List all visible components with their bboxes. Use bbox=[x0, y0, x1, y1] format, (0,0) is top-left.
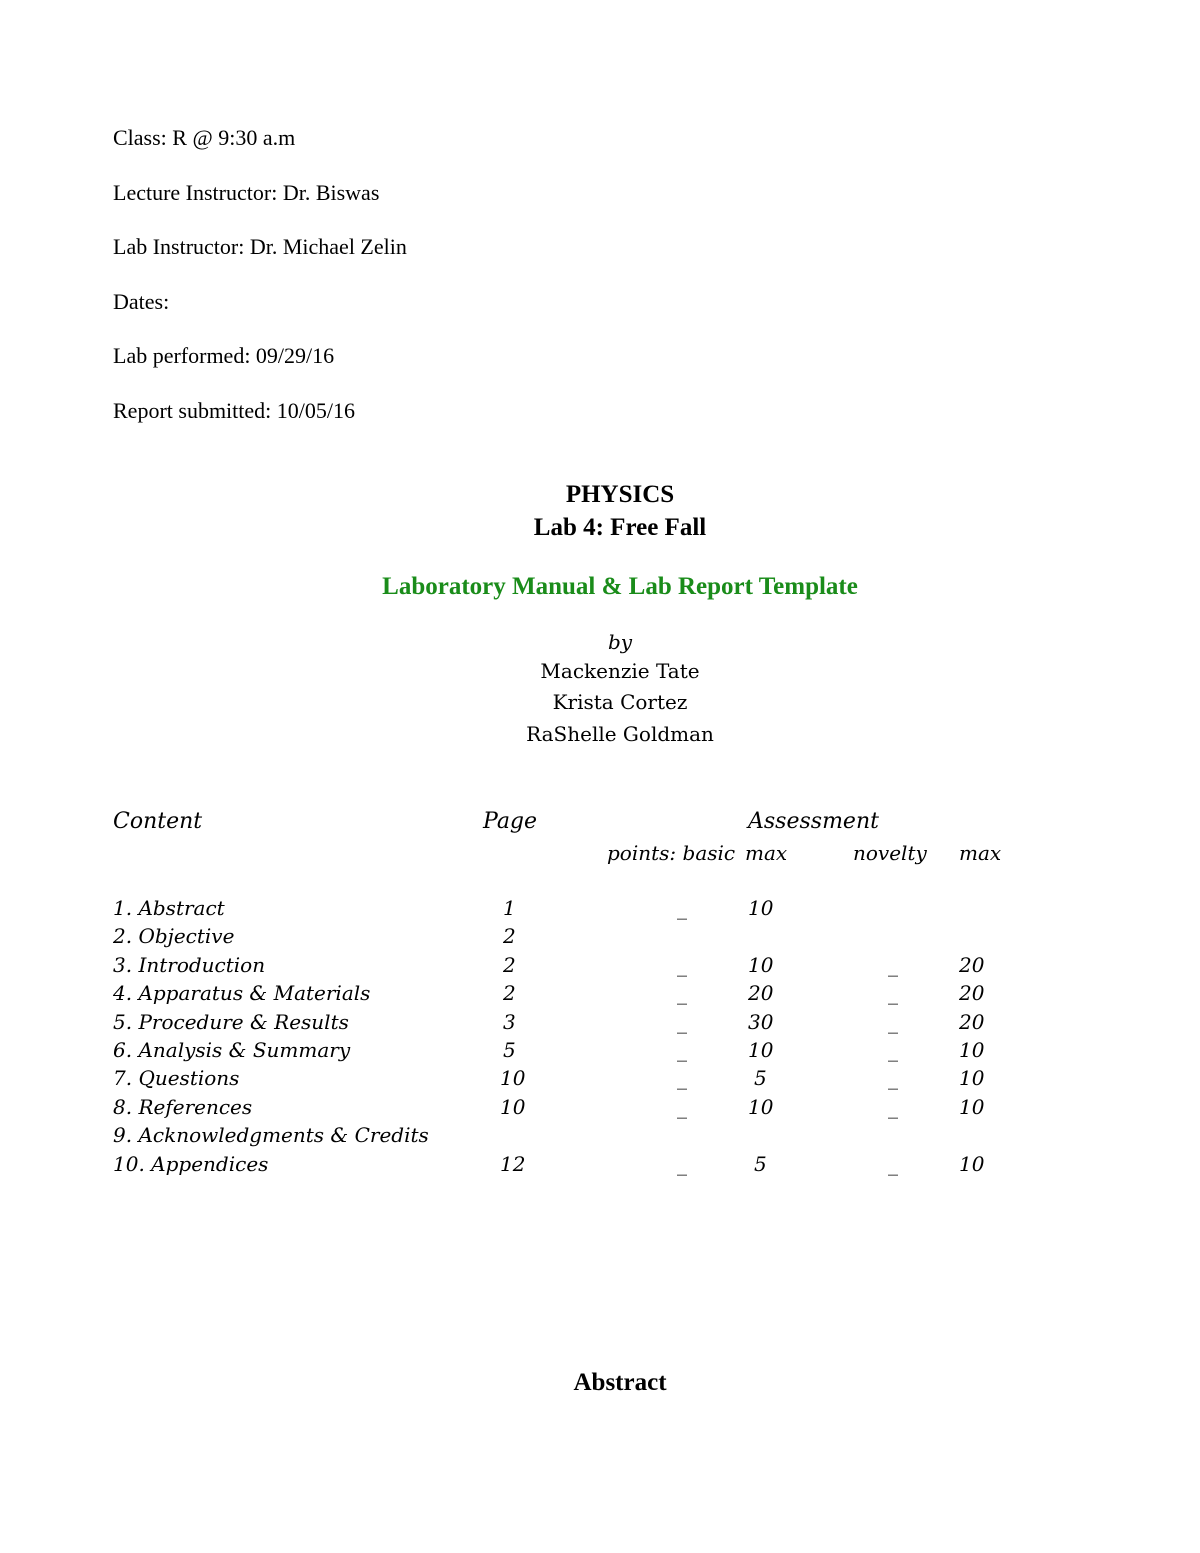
toc-page: 1 bbox=[503, 896, 516, 920]
toc-page: 10 bbox=[500, 1066, 526, 1091]
toc-page: 2 bbox=[503, 981, 516, 1006]
toc-basic-points: _ bbox=[677, 981, 687, 1006]
lecture-instructor-line: Lecture Instructor: Dr. Biswas bbox=[113, 180, 380, 205]
toc-page: 2 bbox=[503, 924, 516, 949]
toc-page: 12 bbox=[500, 1151, 526, 1176]
toc-content: 6. Analysis & Summary bbox=[113, 1038, 351, 1062]
toc-content: 2. Objective bbox=[113, 924, 235, 949]
toc-header-content: Content bbox=[113, 809, 203, 834]
toc-novelty-points: _ bbox=[888, 1038, 898, 1062]
toc-basic-points: _ bbox=[677, 896, 687, 920]
toc-content: 8. References bbox=[113, 1094, 253, 1119]
toc-basic-max: 5 bbox=[754, 1066, 767, 1091]
lab-performed-line: Lab performed: 09/29/16 bbox=[113, 343, 335, 368]
report-submitted-line: Report submitted: 10/05/16 bbox=[113, 398, 355, 423]
toc-basic-points: _ bbox=[677, 1066, 687, 1091]
toc-content: 7. Questions bbox=[113, 1066, 240, 1091]
toc-novelty-points: _ bbox=[888, 1094, 898, 1119]
toc-novelty-points: _ bbox=[888, 1151, 898, 1176]
toc-novelty-max: 20 bbox=[959, 1009, 985, 1034]
toc-novelty-points: _ bbox=[888, 1009, 898, 1034]
document-subtitle: Laboratory Manual & Lab Report Template bbox=[382, 573, 858, 600]
toc-basic-max: 10 bbox=[748, 1038, 774, 1062]
toc-content: 5. Procedure & Results bbox=[113, 1009, 349, 1034]
toc-basic-max: 30 bbox=[748, 1009, 774, 1034]
toc-novelty-points: _ bbox=[888, 1066, 898, 1091]
toc-basic-points: _ bbox=[677, 1009, 687, 1034]
author-3: RaShelle Goldman bbox=[526, 722, 714, 746]
toc-novelty-max: 10 bbox=[959, 1066, 985, 1091]
toc-header-points-basic: points: basic bbox=[607, 841, 736, 865]
toc-page: 5 bbox=[503, 1038, 516, 1062]
toc-basic-max: 10 bbox=[748, 1094, 774, 1119]
toc-basic-points: _ bbox=[677, 1094, 687, 1119]
toc-content: 9. Acknowledgments & Credits bbox=[113, 1123, 429, 1148]
toc-novelty-max: 10 bbox=[959, 1151, 985, 1176]
class-line: Class: R @ 9:30 a.m bbox=[113, 125, 296, 150]
toc-page: 3 bbox=[503, 1009, 516, 1034]
toc-basic-points: _ bbox=[677, 1151, 687, 1176]
toc-content: 3. Introduction bbox=[113, 952, 266, 977]
toc-novelty-max: 10 bbox=[959, 1038, 985, 1062]
toc-basic-max: 10 bbox=[748, 896, 774, 920]
toc-basic-points: _ bbox=[677, 1038, 687, 1062]
toc-header-assessment: Assessment bbox=[748, 809, 879, 834]
toc-basic-max: 10 bbox=[748, 952, 774, 977]
toc-page: 10 bbox=[500, 1094, 526, 1119]
toc-novelty-max: 20 bbox=[959, 952, 985, 977]
toc-novelty-max: 20 bbox=[959, 981, 985, 1006]
toc-novelty-points: _ bbox=[888, 981, 898, 1006]
subject-title: PHYSICS bbox=[565, 481, 675, 508]
toc-header-max-basic: max bbox=[745, 841, 788, 865]
author-1: Mackenzie Tate bbox=[540, 659, 700, 683]
abstract-heading: Abstract bbox=[573, 1369, 667, 1396]
toc-basic-max: 20 bbox=[748, 981, 774, 1006]
by-label: by bbox=[607, 630, 633, 654]
toc-header-page: Page bbox=[483, 809, 538, 834]
toc-basic-max: 5 bbox=[754, 1151, 767, 1176]
author-2: Krista Cortez bbox=[552, 690, 688, 714]
toc-header-novelty: novelty bbox=[853, 841, 927, 865]
lab-instructor-line: Lab Instructor: Dr. Michael Zelin bbox=[113, 234, 407, 259]
toc-basic-points: _ bbox=[677, 952, 687, 977]
toc-novelty-points: _ bbox=[888, 952, 898, 977]
toc-page: 2 bbox=[503, 952, 516, 977]
toc-content: 1. Abstract bbox=[113, 896, 225, 920]
lab-title: Lab 4: Free Fall bbox=[533, 514, 707, 541]
toc-content: 10. Appendices bbox=[113, 1151, 269, 1176]
toc-content: 4. Apparatus & Materials bbox=[113, 981, 371, 1006]
toc-novelty-max: 10 bbox=[959, 1094, 985, 1119]
toc-header-max-novelty: max bbox=[959, 841, 1002, 865]
dates-label: Dates: bbox=[113, 289, 170, 314]
